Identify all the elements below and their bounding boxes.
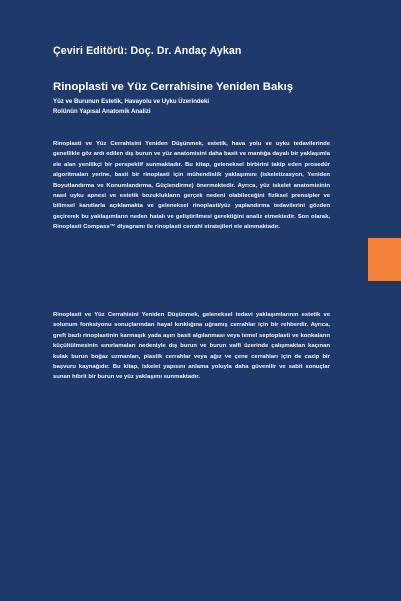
orange-accent-tab (368, 238, 401, 281)
subtitle-line: Rolünün Yapısal Anatomik Analizi (53, 108, 151, 115)
editor-credit: Çeviri Editörü: Doç. Dr. Andaç Aykan (53, 45, 242, 57)
book-subtitle (53, 97, 353, 117)
subtitle-line: Yüz ve Burunun Estetik, Havayolu ve Uyku Üzerindeki (53, 98, 210, 105)
book-title: Rinoplasti ve Yüz Cerrahisine Yeniden Bakış (53, 81, 294, 93)
description-paragraph: Rinoplasti ve Yüz Cerrahisini Yeniden Düşünmek, geleneksel tedavi yaklaşımlarının estetik ve solunum fonksiyonu sonuçlarından hayal kırıklığına uğramış cerrahlar için bir rehberdir. Ayrıca, greft bazlı rinoplastinin karmaşık yada aşırı basit algılanması veya temel septoplasti ve konkaların küçültülmesinin sınırlamaları nedeniyle dış burun ve burun valfi üzerinde çalışmaktan kaçınan kulak burun boğaz uzmanları, plastik cerrahlar veya ağız ve çene cerrahları için de cazip bir başvuru kaynağıdır. Bu kitap, iskelet yapısını anlama yoluyla daha güvenilir ve sabit sonuçlar sunan hibrit bir burun ve yüz yaklaşımı sunmaktadır. (53, 312, 330, 381)
description-paragraph: Rinoplasti ve Yüz Cerrahisini Yeniden Düşünmek, estetik, hava yolu ve uyku tedavilerinde genellikle göz ardı edilen dış burun ve yüz anatomisini daha basit ve mantığa dayalı bir yaklaşımla ele alan yenilikçi bir perspektif sunmaktadır. Bu kitap, geleneksel birbirini takip eden prosedür algoritmaları yerine, basit bir rinoplasti için mühendislik yaklaşımını (iskeletizasyon, Yeniden Boyutlandırma ve Konumlandırma, Güçlendirme) önermektedir. Ayrıca, yüz iskelet anatomisinin nasıl uyku apnesi ve estetik bozuklukların gerçek nedeni olabileceğini fiziksel prensipler ve bilimsel kanıtlarla açıklamakta ve geleneksel rinoplasti/yüz yaplandırma tedavilerini gözden geçirerek bu yaklaşımların neden hatalı ve geliştirilmesi gerektiğini analiz etmektedir. Son olarak, Rinoplasti Compass™ diyagramı ile rinoplasti cerrahi stratejileri ele alınmaktadır. (53, 141, 330, 231)
